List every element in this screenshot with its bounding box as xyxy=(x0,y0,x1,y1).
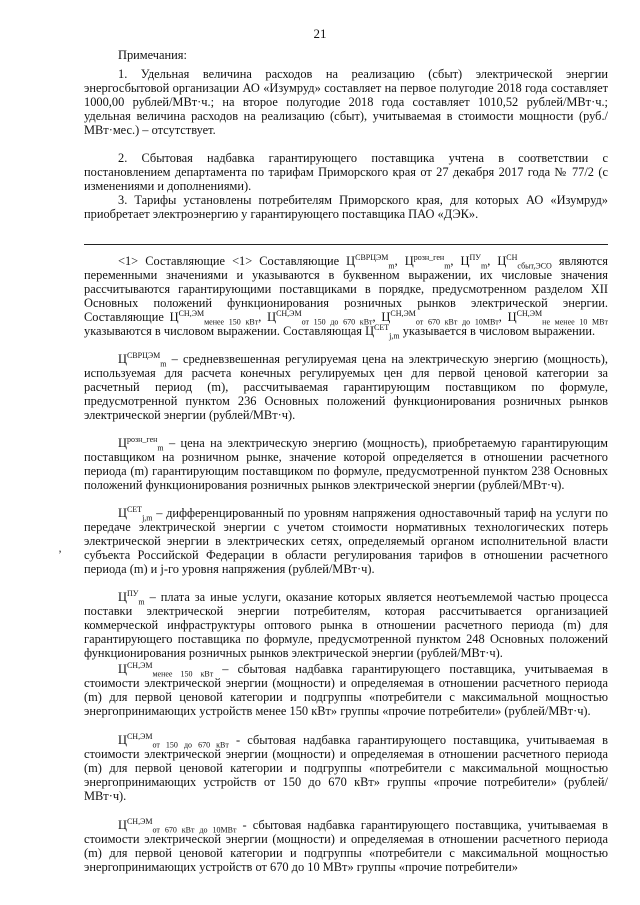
footnote-separator xyxy=(84,244,608,245)
note-3: 3. Тарифы установлены потребителям Приморского края, для которых АО «Изумруд» приобретает электроэнергию у гарантирующего поставщика ПАО «ДЭК». xyxy=(84,193,608,221)
notes-heading: Примечания: xyxy=(118,48,187,62)
definition-less-150: $Ц^{СН,ЭМ}_{менее 150 кВт}$ – сбытовая надбавка гарантирующего поставщика, учитываемая в стоимости электрической энергии (мощности) и определяемая в отношении расчетного периода (m) для первой ценовой категории и подгруппы «потребители с максимальной мощностью энергопринимающих устройств менее 150 кВт» группы «прочие потребители» (рублей/МВт·ч). xyxy=(84,660,608,718)
definition-svrcem: $Ц^{СВРЦЭМ}_m$ – средневзвешенная регулируемая цена на электрическую энергию (мощность), используемая для расчета конечных регулируемых цен для первой ценовой категории за расчетный период (m), рассчитываемая гарантирующим поставщиком по формуле, предусмотренной пунктом 236 Основных положений функционирования розничных рынков электрической энергии (рублей/МВт·ч). xyxy=(84,350,608,422)
note-1: 1. Удельная величина расходов на реализацию (сбыт) электрической энергии энергосбытовой организации АО «Изумруд» составляет на первое полугодие 2018 года составляет 1000,00 рублей/МВт·ч.; на второе полугодие 2018 года составляет 1010,52 рублей/МВт·ч.; удельная величина расходов на реализацию (сбыт), учитываемая в стоимости мощности (руб./ МВт·мес.) – отсутствует. xyxy=(84,67,608,137)
margin-mark: ’ xyxy=(58,547,62,561)
note-2: 2. Сбытовая надбавка гарантирующего поставщика учтена в соответствии с постановлением департамента по тарифам Приморского края от 27 декабря 2017 года № 77/2 (с изменениями и дополнениями). xyxy=(84,151,608,193)
page-number: 21 xyxy=(313,26,327,41)
footnote-intro: <1> Составляющие <1> Составляющие $Ц^{СВРЦЭМ}_m$, $Ц^{розн\_ген}_m$, $Ц^{ПУ}_m$, $Ц^{СН}_{сбыт,ЭСО}$ являются переменными значениями и указываются в буквенном выражении, их числовые значения рассчитываются гарантирующими поставщиками в порядке, предусмотренном разделом XII Основных положений функционирования розничных рынков электрической энергии. Составляющие $Ц^{СН,ЭМ}_{менее 150 кВт}$, $Ц^{СН,ЭМ}_{от 150 до 670 кВт}$, $Ц^{СН,ЭМ}_{от 670 кВт до 10МВт}$, $Ц^{СН,ЭМ}_{не менее 10 МВт}$ указываются в числовом выражении. Составляющая $Ц^{СЕТ}_{j,m}$ указывается в числовом выражении. xyxy=(84,252,609,341)
definition-rozn-gen: $Ц^{розн\_ген}_m$ – цена на электрическую энергию (мощность), приобретаемую гарантирующим поставщиком на розничном рынке, значение которой определяется в отношении расчетного периода (m) гарантирующим поставщиком по формуле, предусмотренной пунктом 238 Основных положений функционирования розничных рынков электрической энергии (рублей/МВт·ч). xyxy=(84,434,608,492)
definition-pu: $Ц^{ПУ}_m$ – плата за иные услуги, оказание которых является неотъемлемой частью процесса поставки электрической энергии потребителям, которая рассчитывается организацией коммерческой инфраструктуры оптового рынка в отношении расчетного периода (m) для гарантирующего поставщика по формуле, предусмотренной пунктом 248 Основных положений функционирования розничных рынков электрической энергии (рублей/МВт·ч). xyxy=(84,588,608,660)
definition-set: $Ц^{СЕТ}_{j,m}$ – дифференцированный по уровням напряжения одноставочный тариф на услуги по передаче электрической энергии с учетом стоимости нормативных технологических потерь электрической энергии в электрических сетях, определяемый органом исполнительной власти субъекта Российской Федерации в области регулирования тарифов в отношении расчетного периода (m) и j-го уровня напряжения (рублей/МВт·ч). xyxy=(84,504,609,576)
definition-670-10mw: $Ц^{СН,ЭМ}_{от 670 кВт до 10МВт}$ - сбытовая надбавка гарантирующего поставщика, учитываемая в стоимости электрической энергии (мощности) и определяемая в отношении расчетного периода (m) для первой ценовой категории и подгруппы «потребители с максимальной мощностью энергопринимающих устройств от 670 до 10 МВт» группы «прочие потребители» xyxy=(84,816,608,874)
definition-150-670: $Ц^{СН,ЭМ}_{от 150 до 670 кВт}$ - сбытовая надбавка гарантирующего поставщика, учитываемая в стоимости электрической энергии (мощности) и определяемая в отношении расчетного периода (m) для первой ценовой категории и подгруппы «потребители с максимальной мощностью энергопринимающих устройств от 150 до 670 кВт» группы «прочие потребители» (рублей/МВт·ч). xyxy=(84,731,608,803)
